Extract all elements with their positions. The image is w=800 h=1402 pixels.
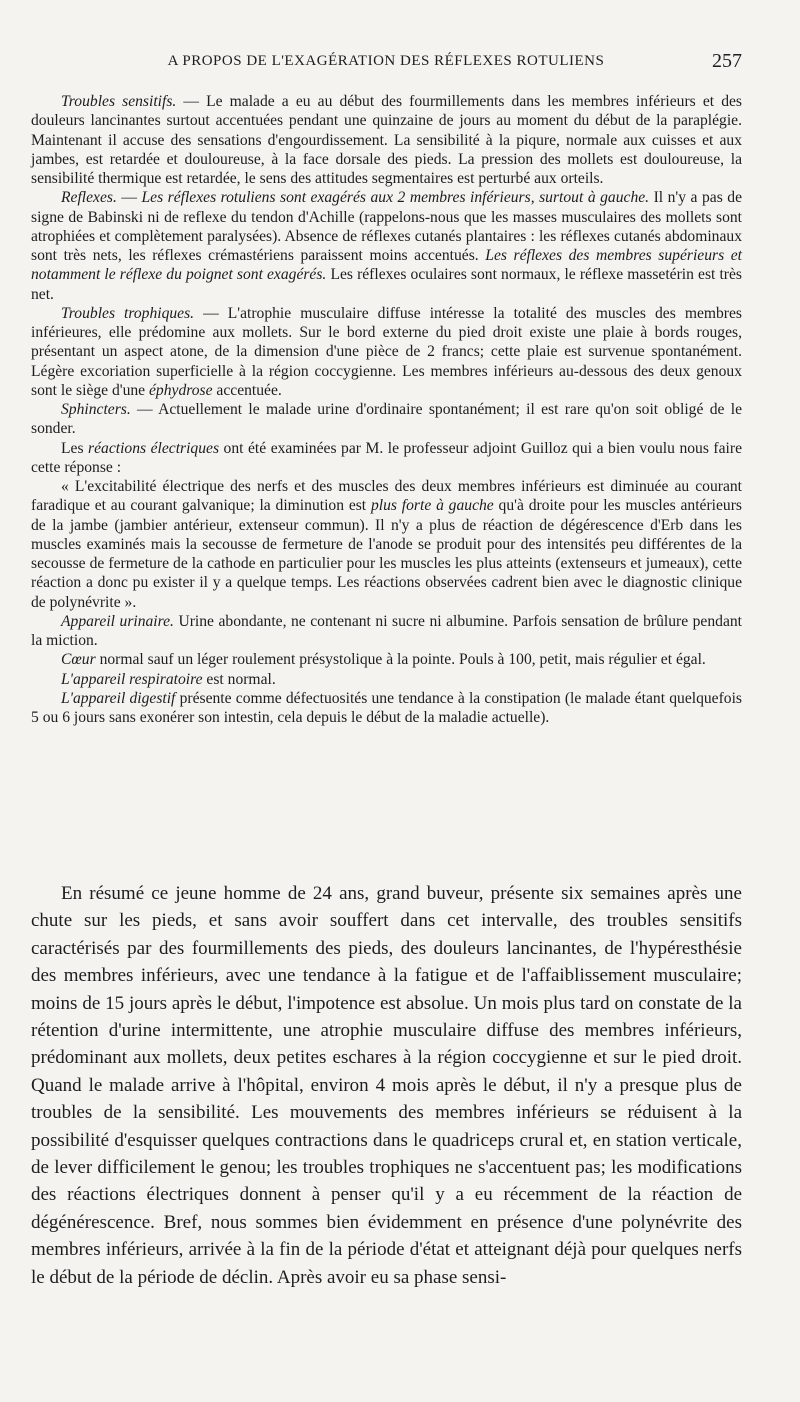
emphasis-text: plus forte à gauche	[370, 497, 494, 515]
paragraph-text: — Actuellement le malade urine d'ordinaire spontanément; il est rare qu'on soit obligé de le sonder.	[31, 401, 742, 438]
observation-notes	[31, 92, 742, 727]
paragraph-text: Les	[61, 439, 89, 457]
paragraph-text: « L'excitabilité électrique des nerfs et des muscles des deux membres inférieurs est diminuée au courant faradique et au courant galvanique; la diminution est	[31, 478, 742, 515]
paragraph-text: — L'atrophie musculaire diffuse intéresse la totalité des muscles des membres inférieures, elle prédomine aux mollets. Sur le bord externe du pied droit existe une plaie à bords rouges, présentant un aspect atone, de la dimension d'une pièce de 2 francs; cette plaie est survenue spontanément. Légère excoriation superficielle à la région coccygienne. Les membres inférieurs au-dessous des deux genoux sont le siège d'une	[31, 304, 742, 399]
paragraph-text: ont été examinées par M. le professeur adjoint Guilloz qui a bien voulu nous faire cette réponse :	[31, 439, 742, 476]
section-label: L'appareil respiratoire	[61, 670, 203, 688]
paragraph-text: accentuée.	[212, 381, 282, 399]
emphasis-text: Les réflexes des membres supérieurs et notamment le réflexe du poignet sont exagérés.	[31, 247, 742, 284]
emphasis-text: éphydrose	[149, 381, 213, 399]
paragraph-appareil-digestif	[31, 689, 742, 728]
paragraph-text: Urine abondante, ne contenant ni sucre ni albumine. Parfois sensation de brûlure pendant la miction.	[31, 612, 742, 649]
emphasis-text: Les réflexes rotuliens sont exagérés aux 2 membres inférieurs, surtout à gauche.	[141, 189, 650, 207]
paragraph-text: qu'à droite pour les muscles antérieurs de la jambe (jambier antérieur, extenseur commun). Il n'y a plus de réaction de dégérescence d'Erb dans les muscles examinés mais la secousse de fermeture de l'anode se produit pour des intensités peu différentes de la secousse de fermeture de la cathode en particulier pour les muscles les plus atteints (extenseurs et jumeaux), cette réaction a donc pu exister il y a quelque temps. Les réactions observées cadrent bien avec le diagnostic clinique de polynévrite ».	[31, 497, 742, 611]
paragraph-text: normal sauf un léger roulement présystolique à la pointe. Pouls à 100, petit, mais régulier et égal.	[95, 651, 706, 669]
section-label: Reflexes.	[61, 189, 117, 207]
section-label: Cœur	[61, 651, 96, 669]
section-label: Troubles sensitifs.	[61, 93, 177, 110]
paragraph-appareil-respiratoire	[31, 670, 742, 689]
paragraph-text: est normal.	[202, 670, 276, 688]
paragraph-text: présente comme défectuosités une tendance à la constipation (le malade étant quelquefois 5 ou 6 jours sans exonérer son intestin, cela depuis le début de la maladie actuelle).	[31, 689, 742, 726]
section-label: Appareil urinaire.	[61, 612, 174, 630]
section-label: Troubles trophiques.	[61, 304, 195, 322]
section-label: L'appareil digestif	[61, 689, 176, 707]
paragraph-coeur	[31, 650, 742, 669]
paragraph-troubles-sensitifs	[31, 92, 742, 188]
page-number: 257	[712, 50, 742, 72]
emphasis-text: réactions électriques	[88, 439, 220, 457]
paragraph-text: Les réflexes oculaires sont normaux, le réflexe massetérin est très net.	[31, 266, 742, 303]
paragraph-appareil-urinaire	[31, 612, 742, 651]
paragraph-reflexes	[31, 188, 742, 304]
running-title: A PROPOS DE L'EXAGÉRATION DES RÉFLEXES ROTULIENS	[167, 53, 605, 69]
paragraph-text: Il n'y a pas de signe de Babinski ni de reflexe du tendon d'Achille (rappelons-nous que les masses musculaires des mollets sont atrophiées et complètement paralysées). Absence de réflexes cutanés plantaires : les réflexes cutanés abdominaux sont très nets, les réflexes crémastériens paraissent moins accentués.	[31, 189, 742, 264]
summary-paragraph: En résumé ce jeune homme de 24 ans, grand buveur, présente six semaines après une chute sur les pieds, et sans avoir souffert dans cet intervalle, des troubles sensitifs caractérisés par des fourmillements des pieds, des douleurs lancinantes, de l'hypéresthésie des membres inférieurs, avec une tendance à la fatigue et de l'affaiblissement musculaire; moins de 15 jours après le début, l'impotence est absolue. Un mois plus tard on constate de la rétention d'urine intermittente, une atrophie musculaire diffuse des membres inférieurs, prédominant aux mollets, deux petites eschares à la région coccygienne et sur le pied droit. Quand le malade arrive à l'hôpital, environ 4 mois après le début, il n'y a presque plus de troubles de la sensibilité. Les mouvements des membres inférieurs se réduisent à la possibilité d'esquisser quelques contractions dans le quadriceps crural et, en station verticale, de lever difficilement le genou; les troubles trophiques ne s'accentuent pas; les modifications des réactions électriques donnent à penser qu'il y a eu récemment de la réaction de dégénérescence. Bref, nous sommes bien évidemment en présence d'une polynévrite des membres inférieurs, arrivée à la fin de la période d'état et atteignant déjà pour quelques nerfs le début de la période de déclin. Après avoir eu sa phase sensi-	[31, 883, 742, 1288]
paragraph-quotation	[31, 477, 742, 612]
page-header	[30, 50, 742, 74]
paragraph-text: — Le malade a eu au début des fourmillements dans les membres inférieurs et des douleurs lancinantes surtout accentuées pendant une quinzaine de jours au moment du début de la paraplégie. Maintenant il accuse des sensations d'engourdissement. La sensibilité à la piqure, normale aux cuisses et aux jambes, est retardée et douloureuse, à la face dorsale des pieds. La pression des mollets est douloureuse, la sensibilité thermique est retardée, le sens des attitudes segmentaires est perturbé aux orteils.	[31, 93, 742, 187]
paragraph-reactions-electriques	[31, 439, 742, 478]
section-label: Sphincters.	[61, 401, 131, 418]
paragraph-sphincters	[31, 400, 742, 439]
paragraph-troubles-trophiques	[31, 304, 742, 400]
summary-section	[31, 880, 742, 1291]
paragraph-text: —	[116, 189, 142, 207]
